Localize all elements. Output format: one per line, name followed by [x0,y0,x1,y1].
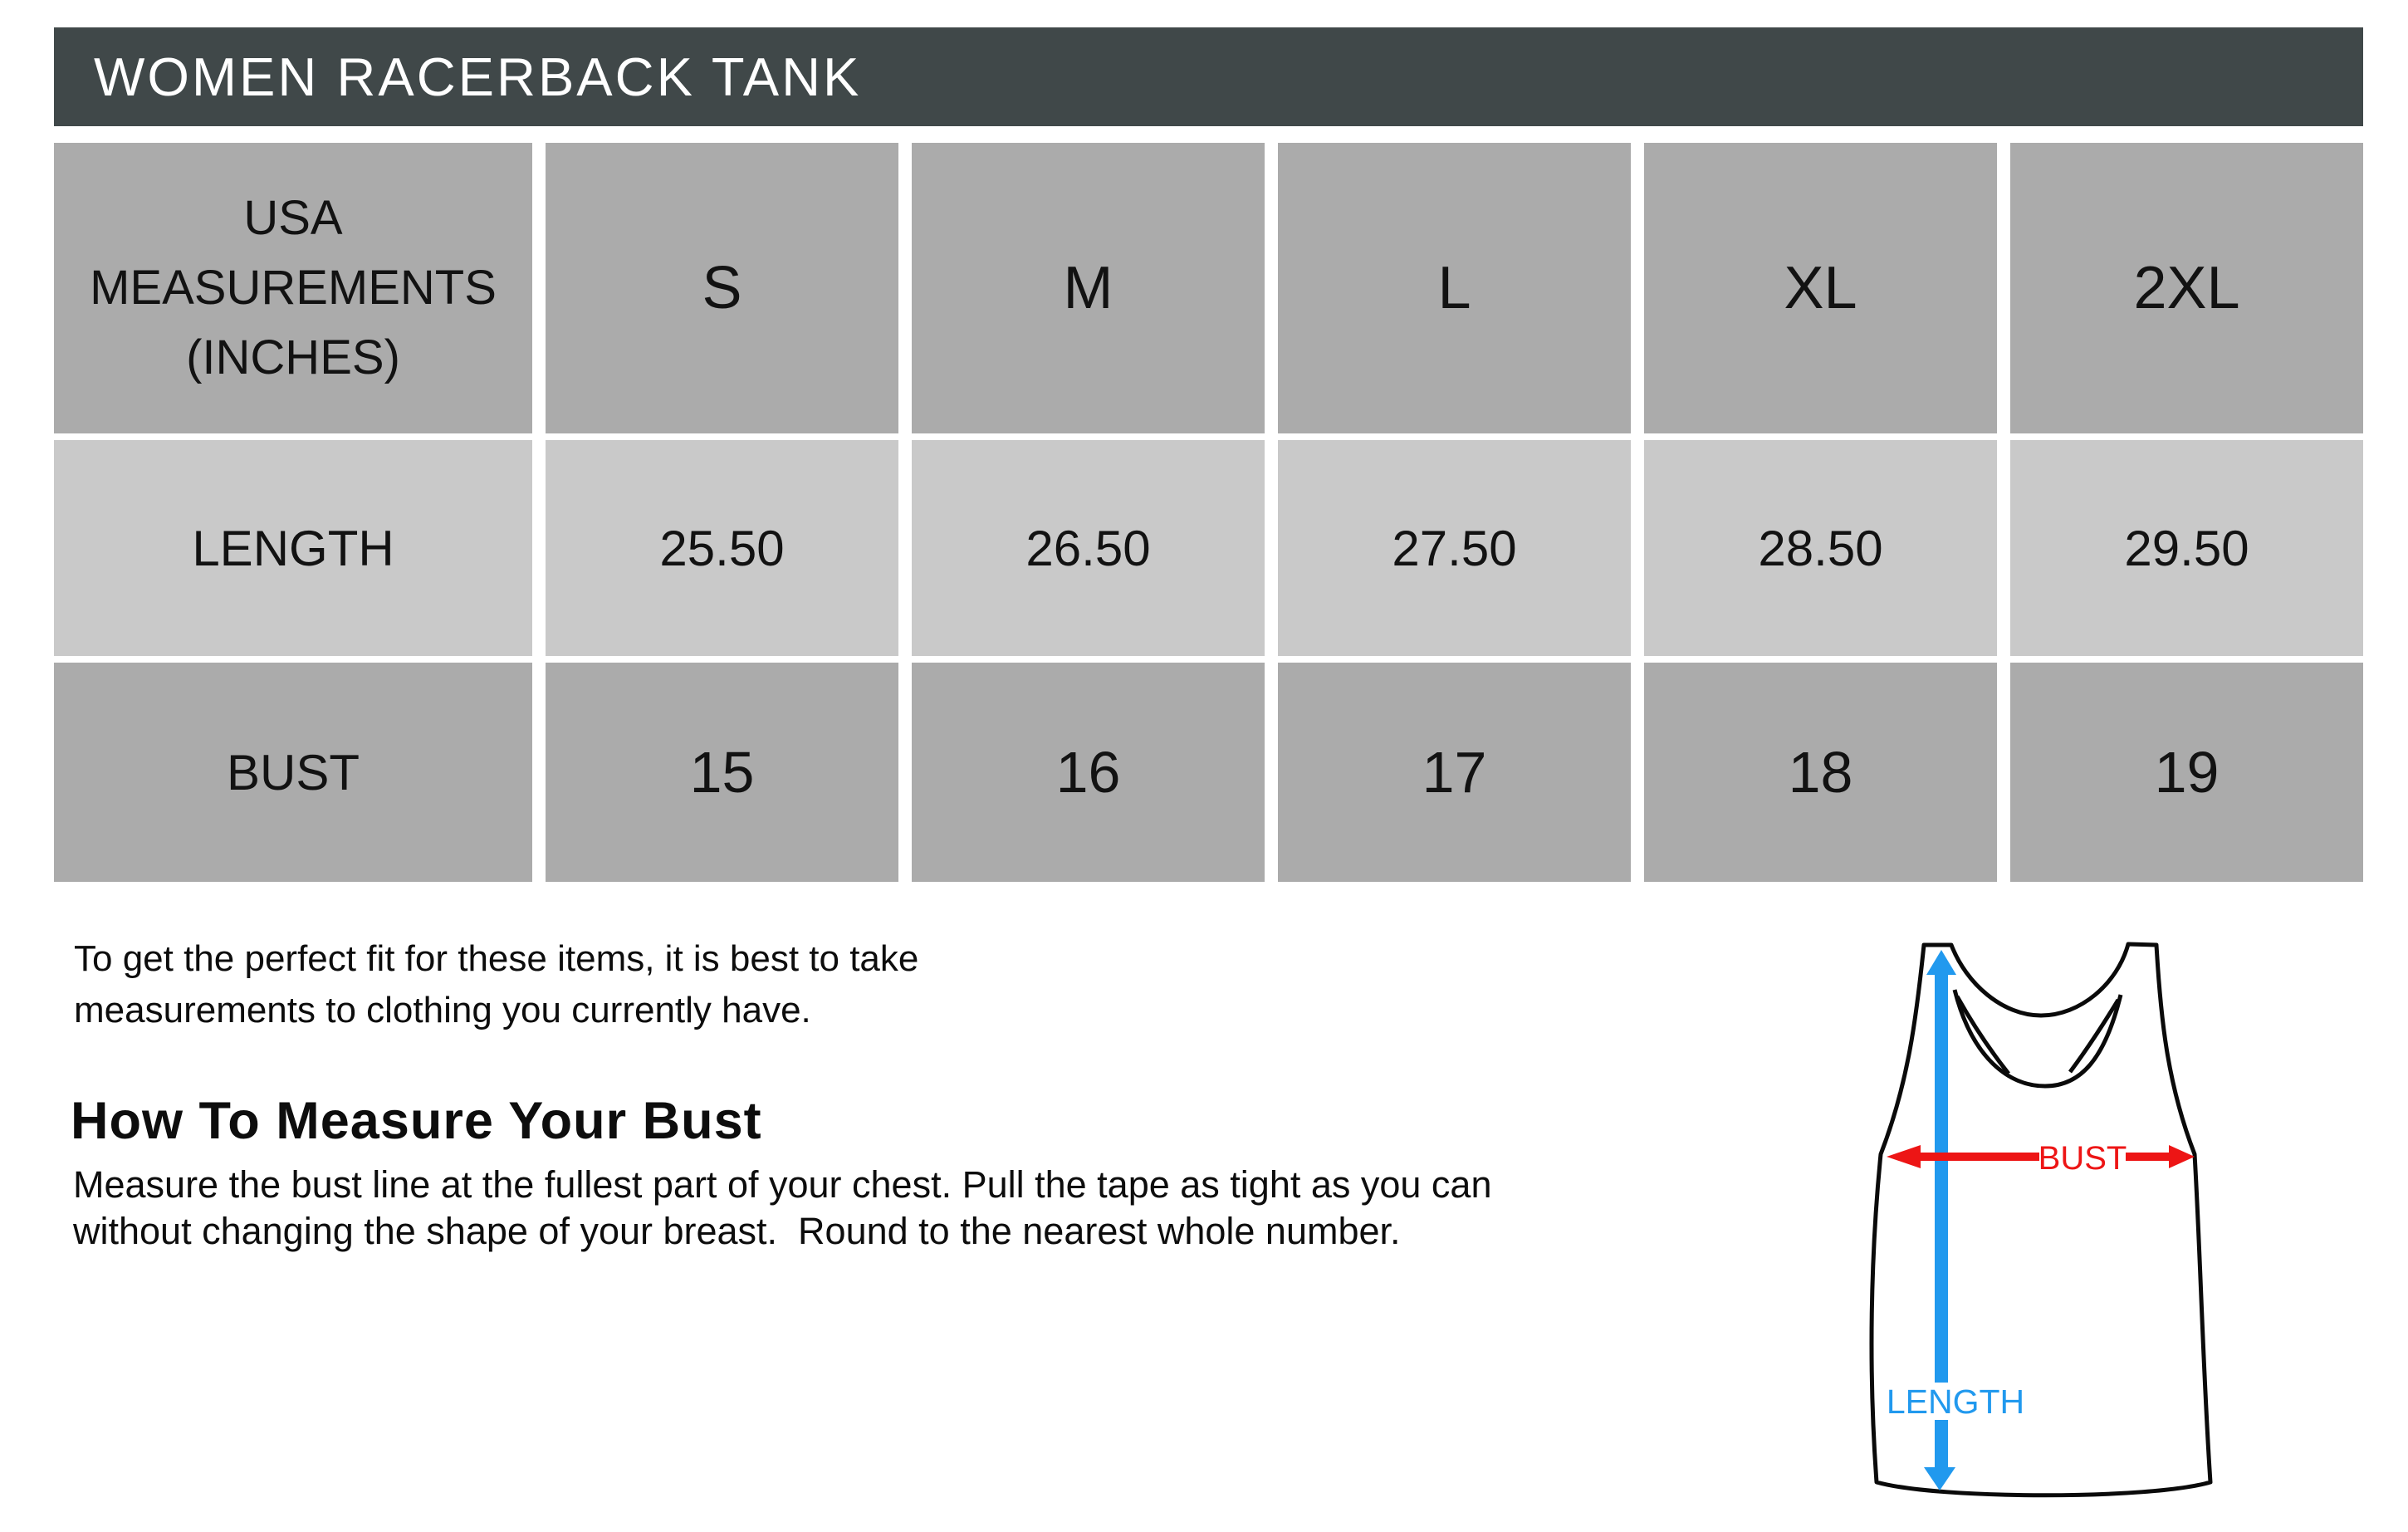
corner-line-3: (INCHES) [186,330,400,384]
length-value-s: 25.50 [546,440,898,656]
corner-line-2: MEASUREMENTS [90,261,497,315]
bust-value-2xl: 19 [2010,663,2363,882]
size-col-header-s: S [546,143,898,433]
row-label-bust: BUST [54,663,532,882]
measure-guide-body [73,1162,1491,1255]
length-arrow-shaft-upper [1935,973,1948,1383]
size-col-header-xl: XL [1644,143,1997,433]
size-col-header-2xl: 2XL [2010,143,2363,433]
bust-value-s: 15 [546,663,898,882]
length-value-2xl: 29.50 [2010,440,2363,656]
size-col-header-l: L [1278,143,1631,433]
bust-arrow-shaft-left [1918,1153,2039,1161]
bust-arrow-shaft-right [2126,1153,2171,1161]
fit-note [74,933,918,1036]
length-value-xl: 28.50 [1644,440,1997,656]
title-bar [54,27,2363,126]
measure-guide-line-1: Measure the bust line at the fullest part of your chest. Pull the tape as tight as you can [73,1163,1492,1206]
length-value-l: 27.50 [1278,440,1631,656]
length-arrow-shaft-lower [1935,1420,1948,1470]
bust-value-l: 17 [1278,663,1631,882]
size-col-header-m: M [912,143,1265,433]
corner-line-1: USA [243,191,343,245]
size-table [54,143,2363,882]
bust-label: BUST [2038,1140,2127,1177]
length-value-m: 26.50 [912,440,1265,656]
page-title: WOMEN RACERBACK TANK [94,46,862,107]
fit-note-line-1: To get the perfect fit for these items, it is best to take [74,938,919,979]
measure-guide-heading: How To Measure Your Bust [71,1092,762,1150]
table-corner-header [54,143,532,433]
bust-value-m: 16 [912,663,1265,882]
length-label: LENGTH [1886,1383,2025,1421]
tank-measurement-diagram [1785,897,2408,1532]
fit-note-line-2: measurements to clothing you currently have. [74,990,811,1030]
row-label-length: LENGTH [54,440,532,656]
bust-value-xl: 18 [1644,663,1997,882]
measure-guide-line-2: without changing the shape of your breast. Round to the nearest whole number. [73,1210,1401,1252]
